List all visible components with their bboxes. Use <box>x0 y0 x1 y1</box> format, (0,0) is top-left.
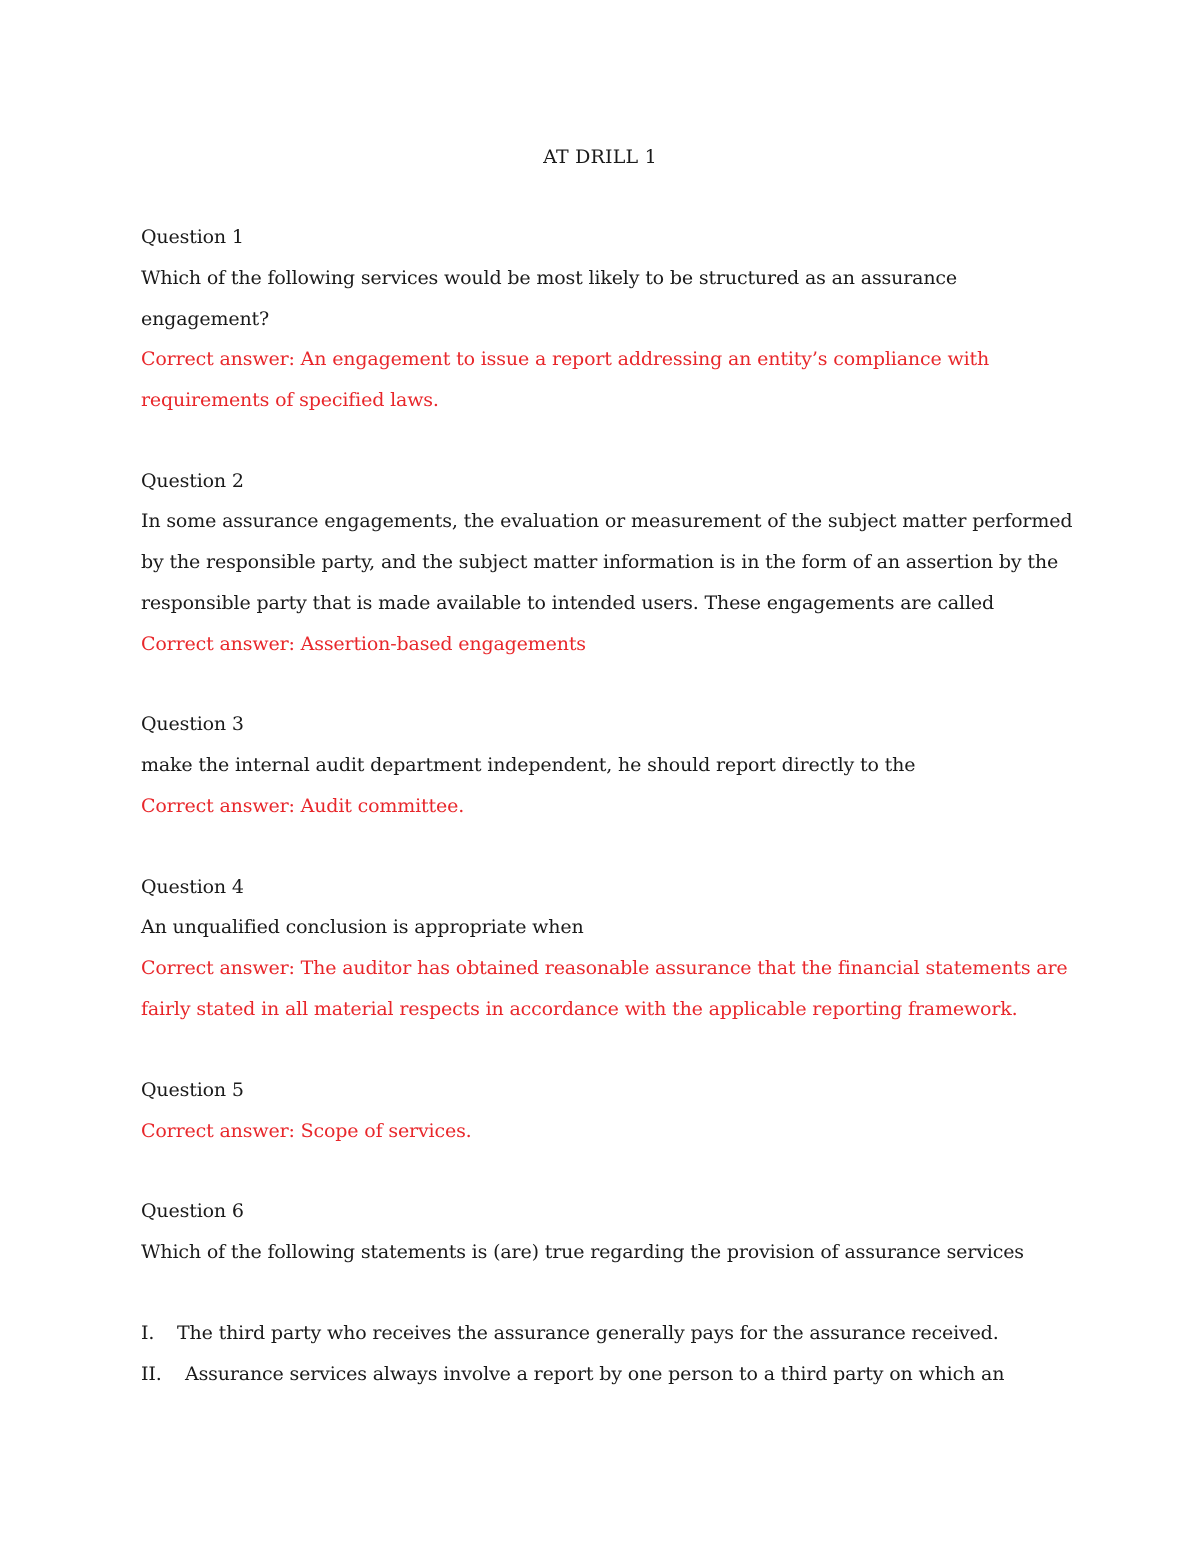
question-label: Question 3 <box>141 713 244 735</box>
question-text: In some assurance engagements, the evaluation or measurement of the subject matter performed <box>141 510 1073 532</box>
question-text: responsible party that is made available to intended users. These engagements are called <box>141 592 994 614</box>
correct-answer: Correct answer: Audit committee. <box>141 795 465 817</box>
correct-answer: Correct answer: Scope of services. <box>141 1120 472 1142</box>
question-label: Question 4 <box>141 876 244 898</box>
list-item <box>141 1361 1071 1387</box>
correct-answer: Correct answer: Assertion-based engagements <box>141 633 586 655</box>
question-label: Question 6 <box>141 1200 244 1222</box>
question-text: engagement? <box>141 308 270 330</box>
question-text: An unqualified conclusion is appropriate when <box>141 916 584 938</box>
list-item-numeral: II. <box>141 1363 162 1385</box>
question-label: Question 1 <box>141 226 244 248</box>
question-label: Question 2 <box>141 470 244 492</box>
question-text: make the internal audit department independent, he should report directly to the <box>141 754 916 776</box>
page-title: AT DRILL 1 <box>543 146 657 168</box>
correct-answer: Correct answer: An engagement to issue a report addressing an entity’s compliance with <box>141 348 990 370</box>
list-item <box>141 1320 1071 1346</box>
question-label: Question 5 <box>141 1079 244 1101</box>
list-item-text: The third party who receives the assurance generally pays for the assurance received. <box>177 1322 999 1344</box>
question-text: Which of the following services would be most likely to be structured as an assurance <box>141 267 958 289</box>
list-item-text: Assurance services always involve a report by one person to a third party on which an <box>185 1363 1005 1385</box>
list-item-numeral: I. <box>141 1322 155 1344</box>
question-text: by the responsible party, and the subject matter information is in the form of an assertion by the <box>141 551 1059 573</box>
correct-answer: Correct answer: The auditor has obtained reasonable assurance that the financial statements are <box>141 957 1068 979</box>
correct-answer: fairly stated in all material respects in accordance with the applicable reporting framework. <box>141 998 1018 1020</box>
correct-answer: requirements of specified laws. <box>141 389 439 411</box>
question-text: Which of the following statements is (are) true regarding the provision of assurance services <box>141 1241 1024 1263</box>
